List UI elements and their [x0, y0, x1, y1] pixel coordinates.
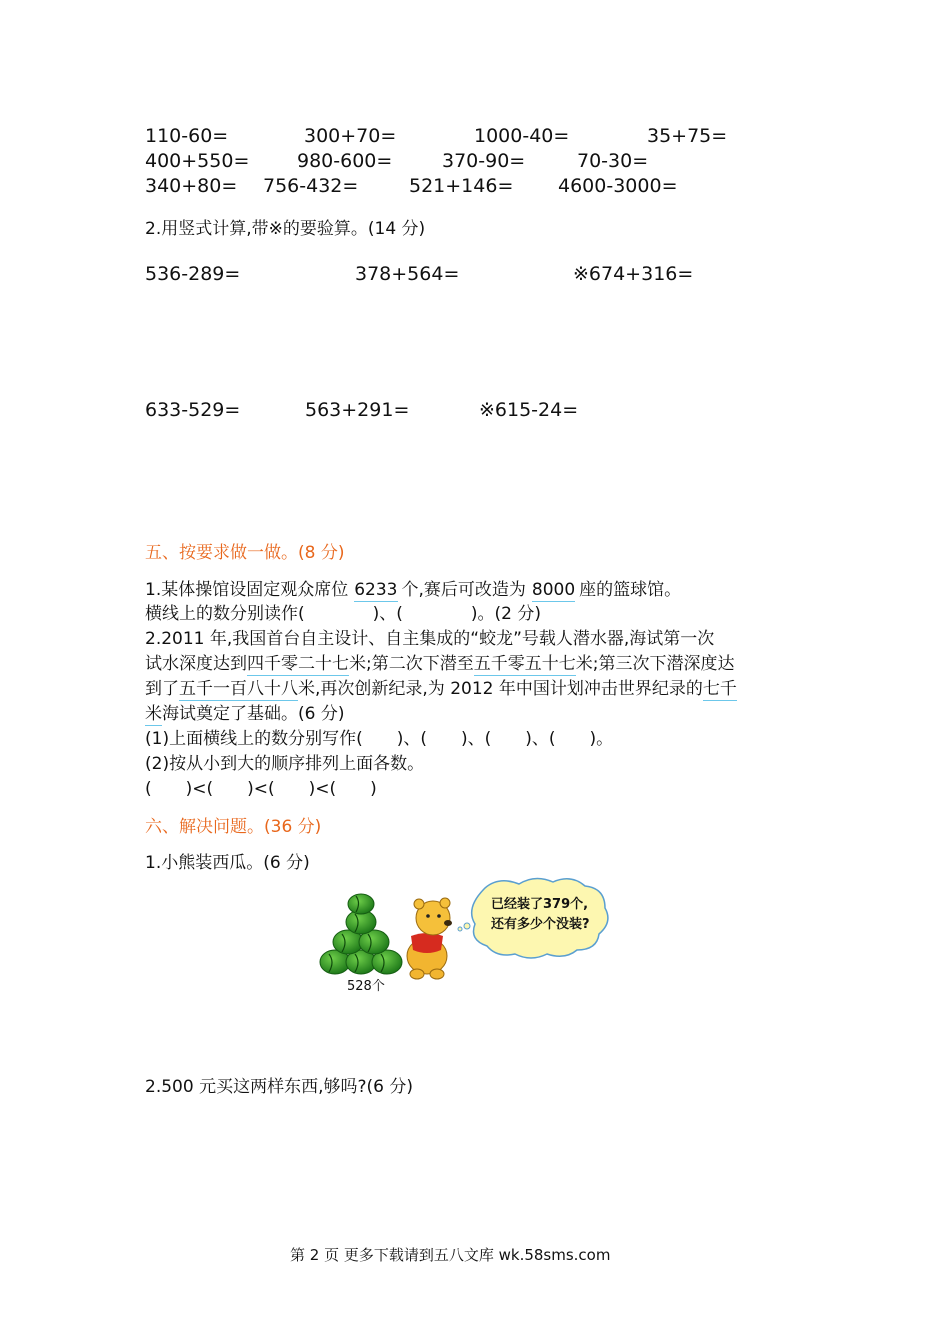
section-5-sub-question-1: (1)上面横线上的数分别写作( )、( )、( )、( )。	[145, 729, 614, 749]
bubble-line-2: 还有多少个没装?	[491, 917, 590, 932]
mental-math-1-3: 1000-40=	[474, 125, 570, 147]
text-span: 1.某体操馆设固定观众席位	[145, 580, 349, 600]
text-span: 米,再次创新纪录,为 2012 年中国计划冲击世界纪录的	[298, 679, 703, 699]
question-2-title: 2.用竖式计算,带※的要验算。(14 分)	[145, 219, 426, 239]
vertical-calc-1-2: 378+564=	[355, 263, 460, 285]
mental-math-2-4: 70-30=	[577, 150, 649, 172]
mental-math-1-2: 300+70=	[304, 125, 397, 147]
section-6-heading: 六、解决问题。(36 分)	[145, 817, 322, 837]
vertical-calc-2-3: ※615-24=	[479, 399, 579, 421]
mental-math-2-3: 370-90=	[442, 150, 526, 172]
section-5-paragraph-2-line-3	[145, 674, 737, 699]
mental-math-1-4: 35+75=	[647, 125, 728, 147]
page-footer: 第 2 页 更多下载请到五八文库 wk.58sms.com	[290, 1246, 611, 1264]
underlined-depth-2: 五千零五十七	[473, 654, 576, 674]
mental-math-3-4: 4600-3000=	[558, 175, 678, 197]
section-5-reading-blanks: 横线上的数分别读作( )、( )。(2 分)	[145, 604, 542, 624]
underlined-depth-4-part-2: 米	[145, 704, 162, 724]
vertical-calc-2-1: 633-529=	[145, 399, 241, 421]
text-span: 个,赛后可改造为	[401, 580, 526, 600]
text-span: 到了	[145, 679, 179, 699]
bubble-line-1: 已经装了379个,	[491, 897, 589, 912]
watermelon-bear-illustration	[315, 876, 635, 998]
section-5-ordering-blanks: ( )<( )<( )<( )	[145, 779, 377, 799]
text-span: 米;第二次下潜至	[349, 654, 474, 674]
section-5-paragraph-1	[145, 575, 681, 600]
mental-math-3-2: 756-432=	[263, 175, 359, 197]
section-5-heading: 五、按要求做一做。(8 分)	[145, 543, 345, 563]
text-span: 试水深度达到	[145, 654, 247, 674]
text-span: 米;第三次下潜深度达	[575, 654, 735, 674]
section-5-paragraph-2-line-2	[145, 649, 734, 674]
mental-math-2-2: 980-600=	[297, 150, 393, 172]
underlined-number-8000: 8000	[531, 580, 576, 600]
underlined-depth-4-part-1: 七千	[702, 679, 737, 699]
section-6-question-2: 2.500 元买这两样东西,够吗?(6 分)	[145, 1077, 413, 1097]
speech-bubble	[458, 878, 608, 958]
vertical-calc-2-2: 563+291=	[305, 399, 410, 421]
section-5-sub-question-2: (2)按从小到大的顺序排列上面各数。	[145, 754, 425, 774]
section-6-question-1: 1.小熊装西瓜。(6 分)	[145, 853, 310, 873]
vertical-calc-1-3: ※674+316=	[573, 263, 694, 285]
text-span: 座的篮球馆。	[579, 580, 682, 600]
underlined-number-6233: 6233	[354, 580, 398, 600]
watermelon-pile-icon	[320, 894, 402, 974]
text-span: 海试奠定了基础。(6 分)	[162, 704, 345, 724]
underlined-depth-1: 四千零二十七	[247, 654, 349, 674]
mental-math-2-1: 400+550=	[145, 150, 250, 172]
mental-math-1-1: 110-60=	[145, 125, 229, 147]
section-5-paragraph-2-line-1: 2.2011 年,我国首台自主设计、自主集成的“蛟龙”号载人潜水器,海试第一次	[145, 629, 715, 649]
mental-math-3-3: 521+146=	[409, 175, 514, 197]
mental-math-3-1: 340+80=	[145, 175, 238, 197]
bear-icon	[407, 898, 452, 979]
watermelon-count-label: 528个	[347, 979, 385, 994]
vertical-calc-1-1: 536-289=	[145, 263, 241, 285]
underlined-depth-3: 五千一百八十八	[179, 679, 298, 699]
section-5-paragraph-2-line-4	[145, 699, 344, 724]
